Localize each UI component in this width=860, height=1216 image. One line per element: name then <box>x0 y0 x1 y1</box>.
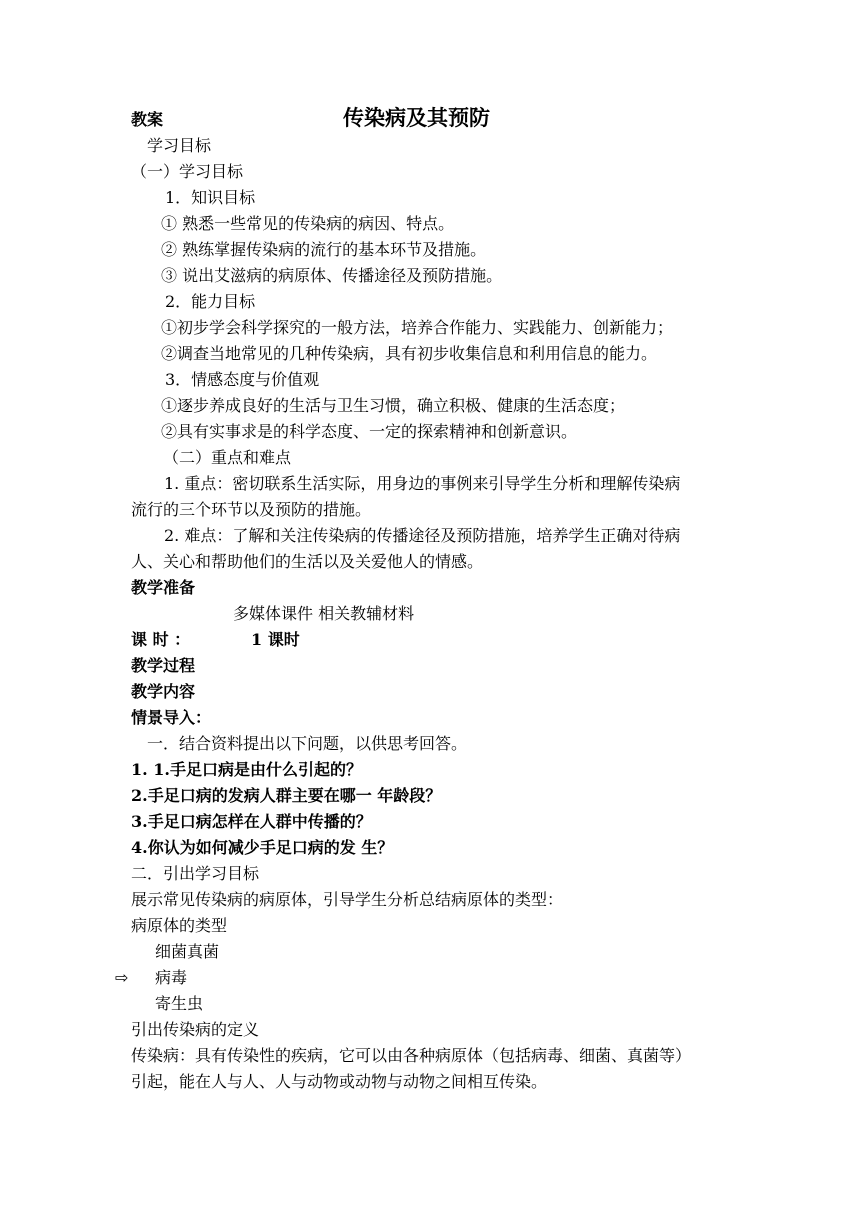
question-item: 2.手足口病的发病人群主要在哪一 年龄段？ <box>131 786 442 805</box>
ability-heading: 2．能力目标 <box>165 292 256 311</box>
ability-item: ①初步学会科学探究的一般方法，培养合作能力、实践能力、创新能力； <box>161 318 674 337</box>
pathogen-item-bacteria-fungi: 细菌真菌 <box>155 942 220 961</box>
objectives-intro-desc: 展示常见传染病的病原体，引导学生分析总结病原体的类型： <box>131 890 564 909</box>
knowledge-item: ② 熟练掌握传染病的流行的基本环节及措施。 <box>161 240 487 259</box>
pathogen-item-virus-row <box>115 966 187 990</box>
doc-type-label: 教案 <box>131 110 164 129</box>
focus-text: 1. 重点：密切联系生活实际，用身边的事例来引导学生分析和理解传染病 <box>164 474 681 493</box>
content-heading: 教学内容 <box>131 682 196 701</box>
ability-item: ②调查当地常见的几种传染病，具有初步收集信息和利用信息的能力。 <box>161 344 658 363</box>
attitude-item: ②具有实事求是的科学态度、一定的探索精神和创新意识。 <box>161 422 578 441</box>
difficulty-text-continued: 人、关心和帮助他们的生活以及关爱他人的情感。 <box>131 552 484 571</box>
definition-text: 传染病：具有传染性的疾病，它可以由各种病原体（包括病毒、细菌、真菌等） <box>131 1046 692 1065</box>
definition-heading: 引出传染病的定义 <box>131 1020 260 1039</box>
question-item: 3.手足口病怎样在人群中传播的？ <box>131 812 372 831</box>
difficulty-text: 2. 难点：了解和关注传染病的传播途径及预防措施，培养学生正确对待病 <box>164 526 681 545</box>
duration-label: 课 时 ： <box>131 630 191 649</box>
objectives-subheading: （一）学习目标 <box>131 162 244 181</box>
question-item: 4.你认为如何减少手足口病的发 生？ <box>131 838 394 857</box>
intro-heading: 情景导入： <box>131 708 212 727</box>
objectives-heading: 学习目标 <box>147 136 212 155</box>
knowledge-item: ① 熟悉一些常见的传染病的病因、特点。 <box>161 214 455 233</box>
intro-step: 一．结合资料提出以下问题，以供思考回答。 <box>147 734 468 753</box>
knowledge-item: ③ 说出艾滋病的病原体、传播途径及预防措施。 <box>161 266 503 285</box>
page-title: 传染病及其预防 <box>343 105 490 130</box>
objectives-intro-step: 二．引出学习目标 <box>131 864 260 883</box>
arrow-right-icon: ⇨ <box>115 968 129 987</box>
pathogen-item-parasite: 寄生虫 <box>155 994 204 1013</box>
attitude-item: ①逐步养成良好的生活与卫生习惯，确立积极、健康的生活态度； <box>161 396 626 415</box>
duration-value: 1 课时 <box>251 630 300 649</box>
preparation-content: 多媒体课件 相关教辅材料 <box>233 604 415 623</box>
pathogen-item-virus: 病毒 <box>155 968 188 987</box>
pathogen-types-heading: 病原体的类型 <box>131 916 228 935</box>
attitude-heading: 3．情感态度与价值观 <box>165 370 320 389</box>
process-heading: 教学过程 <box>131 656 196 675</box>
question-item: 1. 1.手足口病是由什么引起的？ <box>131 760 362 779</box>
key-points-heading: （二）重点和难点 <box>163 448 292 467</box>
definition-text-continued: 引起，能在人与人、人与动物或动物与动物之间相互传染。 <box>131 1072 548 1091</box>
focus-text-continued: 流行的三个环节以及预防的措施。 <box>131 500 372 519</box>
knowledge-heading: 1．知识目标 <box>165 188 256 207</box>
preparation-heading: 教学准备 <box>131 578 196 597</box>
